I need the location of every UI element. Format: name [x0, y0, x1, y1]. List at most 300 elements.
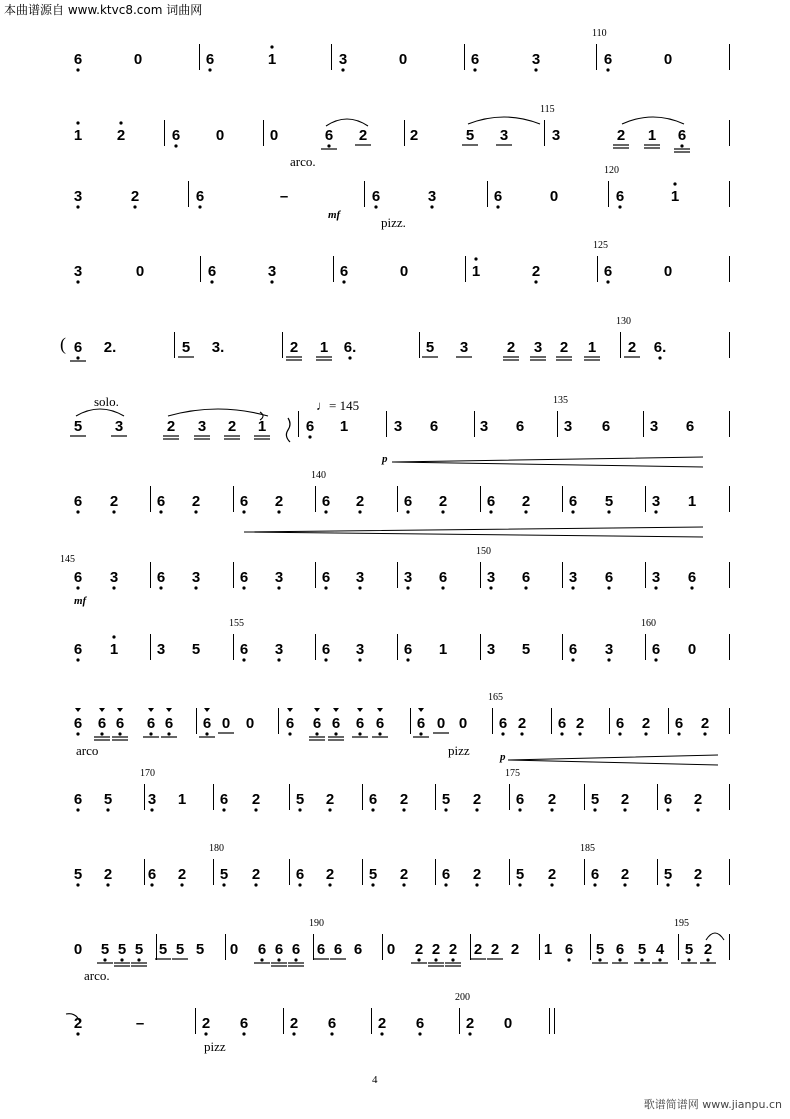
low-octave-dot [644, 732, 647, 735]
slur [168, 409, 268, 416]
barline [464, 44, 465, 70]
low-octave-dot [348, 356, 351, 359]
note: 0 [458, 715, 468, 732]
low-octave-dot [618, 732, 621, 735]
note: 2 [559, 339, 569, 356]
fermata-mark [260, 412, 263, 420]
barline [282, 332, 283, 358]
dynamic-mark: mf [74, 595, 87, 607]
barline [678, 934, 679, 960]
note: 2 [472, 791, 482, 808]
measure-number: 185 [580, 843, 595, 854]
note: 2 [227, 418, 237, 435]
note: 2 [547, 866, 557, 883]
low-octave-dot [174, 144, 177, 147]
note: 2 [414, 941, 424, 958]
barline [729, 120, 730, 146]
note: 0 [549, 188, 559, 205]
barline [645, 562, 646, 588]
low-octave-dot [690, 586, 693, 589]
note: 2 [251, 866, 261, 883]
barline [410, 708, 411, 734]
note: 2 [438, 493, 448, 510]
note: – [279, 188, 289, 205]
low-octave-dot [567, 958, 570, 961]
measure-number: 110 [592, 28, 607, 39]
low-octave-dot [242, 510, 245, 513]
low-octave-dot [371, 808, 374, 811]
crescendo-hairpin [508, 755, 718, 765]
low-octave-dot [292, 1032, 295, 1035]
barline [278, 708, 279, 734]
low-octave-dot [658, 958, 661, 961]
low-octave-dot [242, 658, 245, 661]
barline [509, 784, 510, 810]
note: 5 [590, 791, 600, 808]
final-barline [549, 1008, 555, 1034]
note: 5 [441, 791, 451, 808]
barline [480, 562, 481, 588]
low-octave-dot [330, 1032, 333, 1035]
barline [729, 44, 730, 70]
note: 5 [637, 941, 647, 958]
note: 6 [685, 418, 695, 435]
low-octave-dot [378, 732, 381, 735]
low-octave-dot [598, 958, 601, 961]
note: 2 [620, 791, 630, 808]
low-octave-dot [618, 205, 621, 208]
barline [283, 1008, 284, 1034]
high-octave-dot [76, 121, 79, 124]
note: 2 [289, 1015, 299, 1032]
breath-squiggle [286, 418, 290, 442]
low-octave-dot [419, 732, 422, 735]
page-number: 4 [372, 1074, 378, 1086]
low-octave-dot [137, 958, 140, 961]
note: 6 [202, 715, 212, 732]
note: 6 [305, 418, 315, 435]
low-octave-dot [298, 883, 301, 886]
note: 6 [239, 1015, 249, 1032]
note: 1 [471, 263, 481, 280]
note: 6 [207, 263, 217, 280]
low-octave-dot [76, 1032, 79, 1035]
low-octave-dot [327, 144, 330, 147]
measure-number: 160 [641, 618, 656, 629]
barline [382, 934, 383, 960]
low-octave-dot [76, 68, 79, 71]
note: 2 [472, 866, 482, 883]
slur [468, 117, 540, 124]
note: 5 [117, 941, 127, 958]
barline [150, 486, 151, 512]
low-octave-dot [371, 883, 374, 886]
note: 2 [130, 188, 140, 205]
note: 6 [368, 791, 378, 808]
note: 6 [312, 715, 322, 732]
note: 2 [399, 866, 409, 883]
low-octave-dot [120, 958, 123, 961]
barline [584, 859, 585, 885]
note: 6 [615, 715, 625, 732]
opening-parenthesis: ( [60, 334, 66, 354]
note: 3 [191, 569, 201, 586]
low-octave-dot [677, 732, 680, 735]
note: 2 [377, 1015, 387, 1032]
slur [326, 119, 368, 126]
note: 2. [103, 339, 117, 356]
note: 1 [687, 493, 697, 510]
note: 6 [568, 641, 578, 658]
barline [156, 934, 157, 960]
note: 2 [103, 866, 113, 883]
note: 0 [215, 127, 225, 144]
note: 6 [239, 493, 249, 510]
low-octave-dot [288, 732, 291, 735]
low-octave-dot [524, 586, 527, 589]
barline [729, 634, 730, 660]
note: 3 [355, 569, 365, 586]
note: 2 [703, 941, 713, 958]
low-octave-dot [696, 808, 699, 811]
note: 2 [547, 791, 557, 808]
low-octave-dot [618, 958, 621, 961]
accent-mark [333, 708, 339, 712]
accent-mark [314, 708, 320, 712]
note: 2 [409, 127, 419, 144]
barline [333, 256, 334, 282]
barline [213, 859, 214, 885]
note: 2 [251, 791, 261, 808]
low-octave-dot [358, 510, 361, 513]
low-octave-dot [703, 732, 706, 735]
low-octave-dot [260, 958, 263, 961]
note: 2 [109, 493, 119, 510]
note: 3 [338, 51, 348, 68]
low-octave-dot [658, 356, 661, 359]
note: 6 [415, 1015, 425, 1032]
note: 2 [201, 1015, 211, 1032]
barline [609, 708, 610, 734]
low-octave-dot [222, 808, 225, 811]
measure-number: 140 [311, 470, 326, 481]
note: 3 [604, 641, 614, 658]
low-octave-dot [76, 586, 79, 589]
slur [76, 409, 124, 416]
note: 5 [663, 866, 673, 883]
note: 1 [647, 127, 657, 144]
note: 1 [670, 188, 680, 205]
accent-mark [287, 708, 293, 712]
note: 4 [655, 941, 665, 958]
note: 6 [291, 941, 301, 958]
low-octave-dot [270, 280, 273, 283]
note: 0 [398, 51, 408, 68]
low-octave-dot [242, 1032, 245, 1035]
barline [315, 486, 316, 512]
tie-continuation [66, 1014, 80, 1022]
barline [213, 784, 214, 810]
low-octave-dot [76, 280, 79, 283]
low-octave-dot [76, 205, 79, 208]
note: 3 [651, 569, 661, 586]
barline [729, 256, 730, 282]
barline [397, 486, 398, 512]
note: 6 [615, 941, 625, 958]
low-octave-dot [374, 205, 377, 208]
low-octave-dot [473, 68, 476, 71]
note: 6 [663, 791, 673, 808]
low-octave-dot [607, 658, 610, 661]
barline [435, 784, 436, 810]
low-octave-dot [489, 510, 492, 513]
note: 0 [386, 941, 396, 958]
low-octave-dot [277, 586, 280, 589]
barline [597, 256, 598, 282]
low-octave-dot [623, 808, 626, 811]
measure-number: 155 [229, 618, 244, 629]
note: 6 [321, 641, 331, 658]
barline [620, 332, 621, 358]
note: 3 [147, 791, 157, 808]
note: 1 [73, 127, 83, 144]
barline [474, 411, 475, 437]
barline [298, 411, 299, 437]
note: 6 [493, 188, 503, 205]
note: 3 [427, 188, 437, 205]
note: 6 [219, 791, 229, 808]
low-octave-dot [76, 883, 79, 886]
note: 6 [416, 715, 426, 732]
note: 6 [73, 641, 83, 658]
note: 6 [568, 493, 578, 510]
note: 6 [603, 51, 613, 68]
note: 6 [438, 569, 448, 586]
low-octave-dot [308, 435, 311, 438]
low-octave-dot [358, 732, 361, 735]
measure-number: 170 [140, 768, 155, 779]
note: 0 [229, 941, 239, 958]
note: 5 [134, 941, 144, 958]
accent-mark [99, 708, 105, 712]
barline [509, 859, 510, 885]
note: 6 [687, 569, 697, 586]
note: 2 [358, 127, 368, 144]
accent-mark [204, 708, 210, 712]
low-octave-dot [489, 586, 492, 589]
note: 6 [73, 791, 83, 808]
accent-mark [117, 708, 123, 712]
note: 0 [221, 715, 231, 732]
note: 2 [627, 339, 637, 356]
note: 5 [181, 339, 191, 356]
measure-number: 175 [505, 768, 520, 779]
note: 2 [473, 941, 483, 958]
note: 6. [653, 339, 667, 356]
low-octave-dot [441, 510, 444, 513]
barline [584, 784, 585, 810]
note: 3 [568, 569, 578, 586]
note: 2 [575, 715, 585, 732]
low-octave-dot [654, 658, 657, 661]
note: 2 [693, 866, 703, 883]
low-octave-dot [534, 68, 537, 71]
low-octave-dot [133, 205, 136, 208]
note: 6 [97, 715, 107, 732]
note: 1 [109, 641, 119, 658]
low-octave-dot [666, 808, 669, 811]
note: 3 [486, 641, 496, 658]
low-octave-dot [696, 883, 699, 886]
note: 3 [393, 418, 403, 435]
barline [263, 120, 264, 146]
barline [233, 562, 234, 588]
barline [199, 44, 200, 70]
note: 3 [486, 569, 496, 586]
note: 1 [438, 641, 448, 658]
note: 2 [517, 715, 527, 732]
note: 2 [73, 1015, 83, 1032]
barline [544, 120, 545, 146]
low-octave-dot [441, 586, 444, 589]
note: 6 [677, 127, 687, 144]
note: 5 [195, 941, 205, 958]
barline [729, 411, 730, 437]
barline [480, 634, 481, 660]
note: 0 [73, 941, 83, 958]
low-octave-dot [496, 205, 499, 208]
measure-number: 115 [540, 104, 555, 115]
low-octave-dot [254, 808, 257, 811]
note: 5 [295, 791, 305, 808]
note: 6 [274, 941, 284, 958]
note: 6 [355, 715, 365, 732]
barline [459, 1008, 460, 1034]
note: 6 [403, 493, 413, 510]
barline [200, 256, 201, 282]
accent-mark [418, 708, 424, 712]
barline [645, 634, 646, 660]
low-octave-dot [571, 510, 574, 513]
note: 6 [285, 715, 295, 732]
low-octave-dot [475, 883, 478, 886]
note: 2 [700, 715, 710, 732]
note: 6 [164, 715, 174, 732]
barline [487, 181, 488, 207]
barline [164, 120, 165, 146]
low-octave-dot [342, 280, 345, 283]
performance-annotation: pizz. [381, 215, 406, 230]
low-octave-dot [380, 1032, 383, 1035]
dynamic-mark: mf [328, 209, 341, 221]
note: 5 [684, 941, 694, 958]
low-octave-dot [167, 732, 170, 735]
low-octave-dot [103, 958, 106, 961]
note: 6 [371, 188, 381, 205]
low-octave-dot [406, 510, 409, 513]
high-octave-dot [270, 45, 273, 48]
low-octave-dot [254, 883, 257, 886]
note: 3 [479, 418, 489, 435]
note: 2 [116, 127, 126, 144]
note: 6 [557, 715, 567, 732]
barline [729, 934, 730, 960]
low-octave-dot [680, 144, 683, 147]
low-octave-dot [150, 808, 153, 811]
note: 3 [73, 188, 83, 205]
note: 2 [177, 866, 187, 883]
note: 2 [693, 791, 703, 808]
low-octave-dot [550, 883, 553, 886]
note: 6 [564, 941, 574, 958]
barline [608, 181, 609, 207]
note: 2 [506, 339, 516, 356]
note: 2 [399, 791, 409, 808]
performance-annotation: pizz [204, 1039, 226, 1054]
barline [729, 784, 730, 810]
low-octave-dot [334, 732, 337, 735]
note: 6 [515, 418, 525, 435]
note: 3 [563, 418, 573, 435]
note: 6 [73, 569, 83, 586]
note: 6 [339, 263, 349, 280]
note: 0 [503, 1015, 513, 1032]
barline [562, 486, 563, 512]
measure-number: 125 [593, 240, 608, 251]
note: 3 [533, 339, 543, 356]
low-octave-dot [607, 510, 610, 513]
note: 5 [465, 127, 475, 144]
note: 6 [327, 1015, 337, 1032]
measure-number: 165 [488, 692, 503, 703]
barline [144, 784, 145, 810]
note: 6 [156, 569, 166, 586]
note: 0 [663, 51, 673, 68]
note: 0 [135, 263, 145, 280]
note: 0 [269, 127, 279, 144]
barline [562, 562, 563, 588]
note: 3 [499, 127, 509, 144]
low-octave-dot [550, 808, 553, 811]
note: 5 [425, 339, 435, 356]
slur [622, 117, 684, 124]
note: 6 [73, 51, 83, 68]
note: 2 [448, 941, 458, 958]
barline [289, 859, 290, 885]
note: 1 [587, 339, 597, 356]
note: 2 [490, 941, 500, 958]
barline [419, 332, 420, 358]
measure-number: 180 [209, 843, 224, 854]
note: 6 [171, 127, 181, 144]
note: 0 [245, 715, 255, 732]
low-octave-dot [606, 68, 609, 71]
low-octave-dot [578, 732, 581, 735]
note: 6 [239, 569, 249, 586]
note: 5 [175, 941, 185, 958]
note: 2 [531, 263, 541, 280]
low-octave-dot [324, 586, 327, 589]
low-octave-dot [341, 68, 344, 71]
note: 3 [156, 641, 166, 658]
note: 6. [343, 339, 357, 356]
note: 5 [73, 418, 83, 435]
note: 5 [191, 641, 201, 658]
barline [729, 486, 730, 512]
barline [196, 708, 197, 734]
note: 2 [191, 493, 201, 510]
note: 6 [147, 866, 157, 883]
